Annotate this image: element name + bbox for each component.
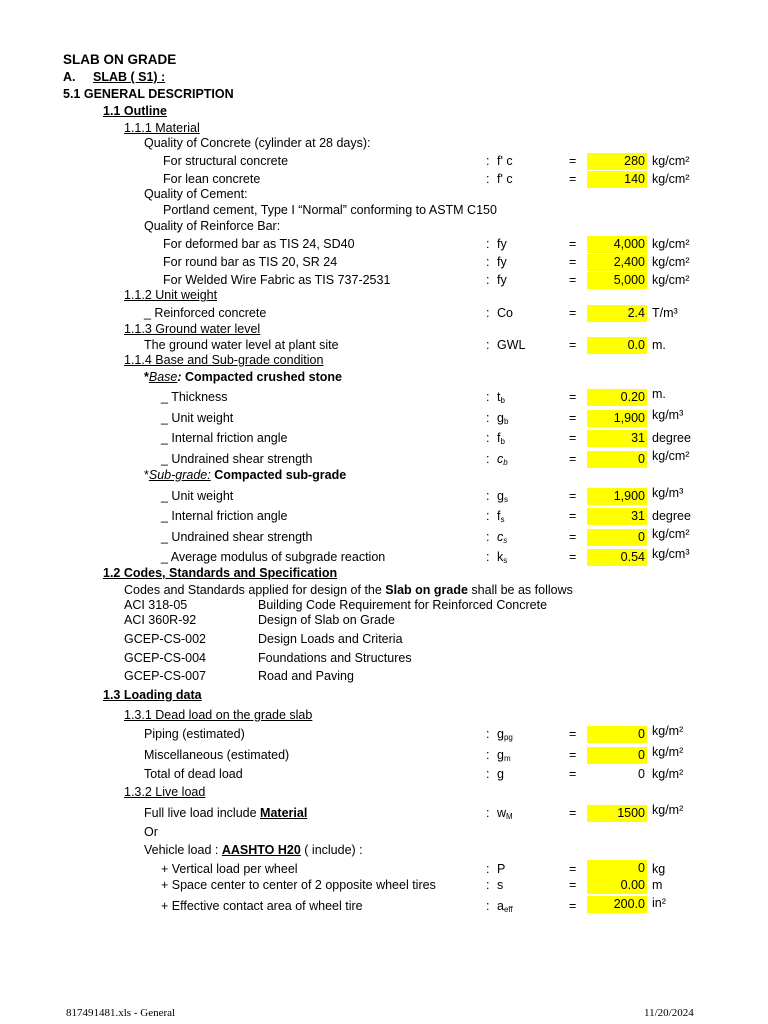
subgrade-star: * — [144, 468, 149, 482]
material-heading: 1.1.1 Material — [124, 121, 200, 135]
row-symbol: $f_b$ — [497, 431, 505, 446]
load-row-label: + Vertical load per wheel — [161, 862, 298, 876]
row-symbol: $c_s$ — [497, 530, 508, 545]
row-value-cell[interactable]: 280 — [587, 153, 647, 170]
dead-load-heading: 1.3.1 Dead load on the grade slab — [124, 708, 313, 722]
load-row-symbol: $w_M$ — [497, 806, 513, 821]
row-label: _ Unit weight — [161, 489, 234, 503]
row-unit: degree — [652, 509, 691, 523]
row-colon: : — [486, 338, 490, 352]
row-value-cell[interactable]: 0.0 — [587, 337, 647, 354]
row-value-cell[interactable]: 0.54 — [587, 549, 647, 566]
row-equals: = — [569, 390, 577, 404]
code-description: Road and Paving — [258, 669, 354, 683]
load-row-colon: : — [486, 767, 490, 781]
load-row-value: 0 — [638, 767, 645, 781]
load-row-label: Total of dead load — [144, 767, 243, 781]
row-symbol: $f_s$ — [497, 509, 505, 524]
or-label: Or — [144, 825, 158, 839]
row-unit: kg/m³ — [652, 408, 684, 422]
load-row-equals: = — [569, 767, 577, 781]
row-symbol: f' c — [497, 154, 513, 168]
row-colon: : — [486, 154, 490, 168]
row-symbol: $g_b$ — [497, 411, 509, 426]
code-id: ACI 318-05 — [124, 598, 188, 612]
row-unit: kg/m³ — [652, 486, 684, 500]
load-row-symbol: s — [497, 878, 504, 892]
row-symbol: Co — [497, 306, 513, 320]
load-row-value-cell[interactable]: 1500 — [587, 805, 647, 822]
row-colon: : — [486, 237, 490, 251]
live-load-heading: 1.3.2 Live load — [124, 785, 206, 799]
row-label: For Welded Wire Fabric as TIS 737-2531 — [163, 273, 391, 287]
row-value-cell[interactable]: 0 — [587, 451, 647, 468]
load-row-symbol: $a_{eff}$ — [497, 899, 513, 914]
row-label: _ Internal friction angle — [161, 509, 288, 523]
code-description: Building Code Requirement for Reinforced Concrete — [258, 598, 548, 612]
load-row-equals: = — [569, 862, 577, 876]
row-equals: = — [569, 431, 577, 445]
load-row-unit: in² — [652, 896, 666, 910]
load-row-value-cell[interactable]: 0 — [587, 860, 647, 877]
row-equals: = — [569, 489, 577, 503]
code-description: Foundations and Structures — [258, 651, 412, 665]
row-symbol: fy — [497, 273, 507, 287]
codes-heading: 1.2 Codes, Standards and Specification — [103, 566, 338, 580]
row-label: _ Average modulus of subgrade reaction — [161, 550, 386, 564]
row-label: _ Internal friction angle — [161, 431, 288, 445]
row-equals: = — [569, 154, 577, 168]
load-row-equals: = — [569, 727, 577, 741]
row-colon: : — [486, 509, 490, 523]
row-value-cell[interactable]: 31 — [587, 430, 647, 447]
row-equals: = — [569, 338, 577, 352]
load-row-label: Piping (estimated) — [144, 727, 245, 741]
code-id: GCEP-CS-002 — [124, 632, 206, 646]
row-symbol: f' c — [497, 172, 513, 186]
row-equals: = — [569, 411, 577, 425]
row-symbol: $t_b$ — [497, 390, 505, 405]
row-label: _ Unit weight — [161, 411, 234, 425]
row-unit: kg/cm² — [652, 255, 690, 269]
codes-intro: Codes and Standards applied for design of the Slab on grade shall be as follows — [124, 583, 573, 597]
row-unit: m. — [652, 338, 666, 352]
row-unit: kg/cm³ — [652, 547, 690, 561]
code-description: Design of Slab on Grade — [258, 613, 395, 627]
row-equals: = — [569, 306, 577, 320]
row-colon: : — [486, 306, 490, 320]
row-symbol: GWL — [497, 338, 526, 352]
load-row-equals: = — [569, 878, 577, 892]
row-unit: kg/cm² — [652, 273, 690, 287]
load-row-unit: kg — [652, 862, 666, 876]
code-id: ACI 360R-92 — [124, 613, 197, 627]
load-row-unit: kg/m² — [652, 803, 684, 817]
row-colon: : — [486, 172, 490, 186]
load-row-unit: m — [652, 878, 663, 892]
load-row-equals: = — [569, 806, 577, 820]
base-label: Base — [148, 370, 178, 384]
row-unit: m. — [652, 387, 666, 401]
row-equals: = — [569, 509, 577, 523]
row-value-cell[interactable]: 31 — [587, 508, 647, 525]
load-row-value-cell[interactable]: 0 — [587, 747, 647, 764]
row-label: For round bar as TIS 20, SR 24 — [163, 255, 338, 269]
row-equals: = — [569, 237, 577, 251]
row-label: For structural concrete — [163, 154, 289, 168]
row-value-cell[interactable]: 5,000 — [587, 272, 647, 289]
base-heading — [144, 370, 342, 385]
base-description: Compacted crushed stone — [181, 370, 342, 384]
quality-cement-label: Quality of Cement: — [144, 187, 248, 201]
load-row-symbol: $g_m$ — [497, 748, 511, 763]
row-label: _ Undrained shear strength — [161, 530, 313, 544]
row-equals: = — [569, 550, 577, 564]
row-symbol: fy — [497, 237, 507, 251]
base-colon: : — [177, 370, 182, 384]
load-row-value-cell[interactable]: 0.00 — [587, 877, 647, 894]
row-value-cell[interactable]: 1,900 — [587, 410, 647, 427]
row-value-cell[interactable]: 0 — [587, 529, 647, 546]
row-label: The ground water level at plant site — [144, 338, 339, 352]
row-equals: = — [569, 530, 577, 544]
row-symbol: $k_s$ — [497, 550, 508, 565]
page-title: SLAB ON GRADE — [63, 52, 177, 67]
row-value-cell[interactable]: 140 — [587, 171, 647, 188]
row-unit: kg/cm² — [652, 154, 690, 168]
code-description: Design Loads and Criteria — [258, 632, 403, 646]
row-value-cell[interactable]: 2,400 — [587, 254, 647, 271]
outline-heading: 1.1 Outline — [103, 104, 167, 118]
load-row-colon: : — [486, 862, 490, 876]
row-colon: : — [486, 390, 490, 404]
row-colon: : — [486, 273, 490, 287]
load-row-value-cell[interactable]: 0 — [587, 726, 647, 743]
row-colon: : — [486, 550, 490, 564]
unit-weight-heading: 1.1.2 Unit weight — [124, 288, 218, 302]
load-row-label: Full live load include Material — [144, 806, 308, 820]
quality-concrete-label: Quality of Concrete (cylinder at 28 days): — [144, 136, 371, 150]
row-equals: = — [569, 273, 577, 287]
subgrade-heading — [144, 468, 346, 483]
load-row-unit: kg/m² — [652, 745, 684, 759]
subgrade-label: Sub-grade: — [148, 468, 211, 482]
row-value-cell[interactable]: 0.20 — [587, 389, 647, 406]
load-row-symbol: g — [497, 767, 504, 781]
gwl-heading: 1.1.3 Ground water level — [124, 322, 261, 336]
row-unit: kg/cm² — [652, 172, 690, 186]
load-row-equals: = — [569, 748, 577, 762]
load-row-colon: : — [486, 806, 490, 820]
row-colon: : — [486, 452, 490, 466]
section-a-title: SLAB ( S1) : — [93, 70, 166, 84]
row-symbol: $c_b$ — [497, 452, 508, 467]
load-row-label: + Space center to center of 2 opposite wheel tires — [161, 878, 436, 892]
row-equals: = — [569, 255, 577, 269]
load-row-colon: : — [486, 748, 490, 762]
row-unit: kg/cm² — [652, 449, 690, 463]
section-a-prefix: A. — [63, 70, 76, 84]
base-subgrade-heading: 1.1.4 Base and Sub-grade condition — [124, 353, 324, 367]
load-row-unit: kg/m² — [652, 767, 684, 781]
row-label: For deformed bar as TIS 24, SD40 — [163, 237, 355, 251]
load-row-value-cell[interactable]: 200.0 — [587, 896, 647, 913]
load-row-colon: : — [486, 878, 490, 892]
load-row-colon: : — [486, 899, 490, 913]
quality-rebar-label: Quality of Reinforce Bar: — [144, 219, 281, 233]
load-row-symbol: $g_{pg}$ — [497, 727, 513, 742]
load-row-label: + Effective contact area of wheel tire — [161, 899, 363, 913]
load-row-symbol: P — [497, 862, 506, 876]
load-row-label: Miscellaneous (estimated) — [144, 748, 290, 762]
row-equals: = — [569, 452, 577, 466]
footer-date: 11/20/2024 — [644, 1007, 694, 1019]
load-row-equals: = — [569, 899, 577, 913]
footer-filename: 817491481.xls - General — [66, 1007, 176, 1019]
row-colon: : — [486, 411, 490, 425]
row-label: _ Undrained shear strength — [161, 452, 313, 466]
row-colon: : — [486, 489, 490, 503]
subgrade-description: Compacted sub-grade — [210, 468, 347, 482]
load-row-unit: kg/m² — [652, 724, 684, 738]
vehicle-load-label: Vehicle load : AASHTO H20 ( include) : — [144, 843, 363, 857]
row-value-cell[interactable]: 2.4 — [587, 305, 647, 322]
loading-heading: 1.3 Loading data — [103, 688, 202, 702]
code-id: GCEP-CS-007 — [124, 669, 206, 683]
row-unit: degree — [652, 431, 691, 445]
row-label: For lean concrete — [163, 172, 261, 186]
row-colon: : — [486, 431, 490, 445]
section-5-1-title: 5.1 GENERAL DESCRIPTION — [63, 87, 234, 101]
row-symbol: $g_s$ — [497, 489, 508, 504]
row-colon: : — [486, 255, 490, 269]
row-equals: = — [569, 172, 577, 186]
cement-description: Portland cement, Type I “Normal” conforming to ASTM C150 — [163, 203, 497, 217]
row-label: _ Thickness — [161, 390, 228, 404]
row-value-cell[interactable]: 1,900 — [587, 488, 647, 505]
row-unit: kg/cm² — [652, 237, 690, 251]
row-value-cell[interactable]: 4,000 — [587, 236, 647, 253]
row-label: _ Reinforced concrete — [144, 306, 267, 320]
base-star: * — [144, 370, 149, 384]
row-colon: : — [486, 530, 490, 544]
row-symbol: fy — [497, 255, 507, 269]
row-unit: kg/cm² — [652, 527, 690, 541]
row-unit: T/m³ — [652, 306, 678, 320]
code-id: GCEP-CS-004 — [124, 651, 206, 665]
load-row-colon: : — [486, 727, 490, 741]
